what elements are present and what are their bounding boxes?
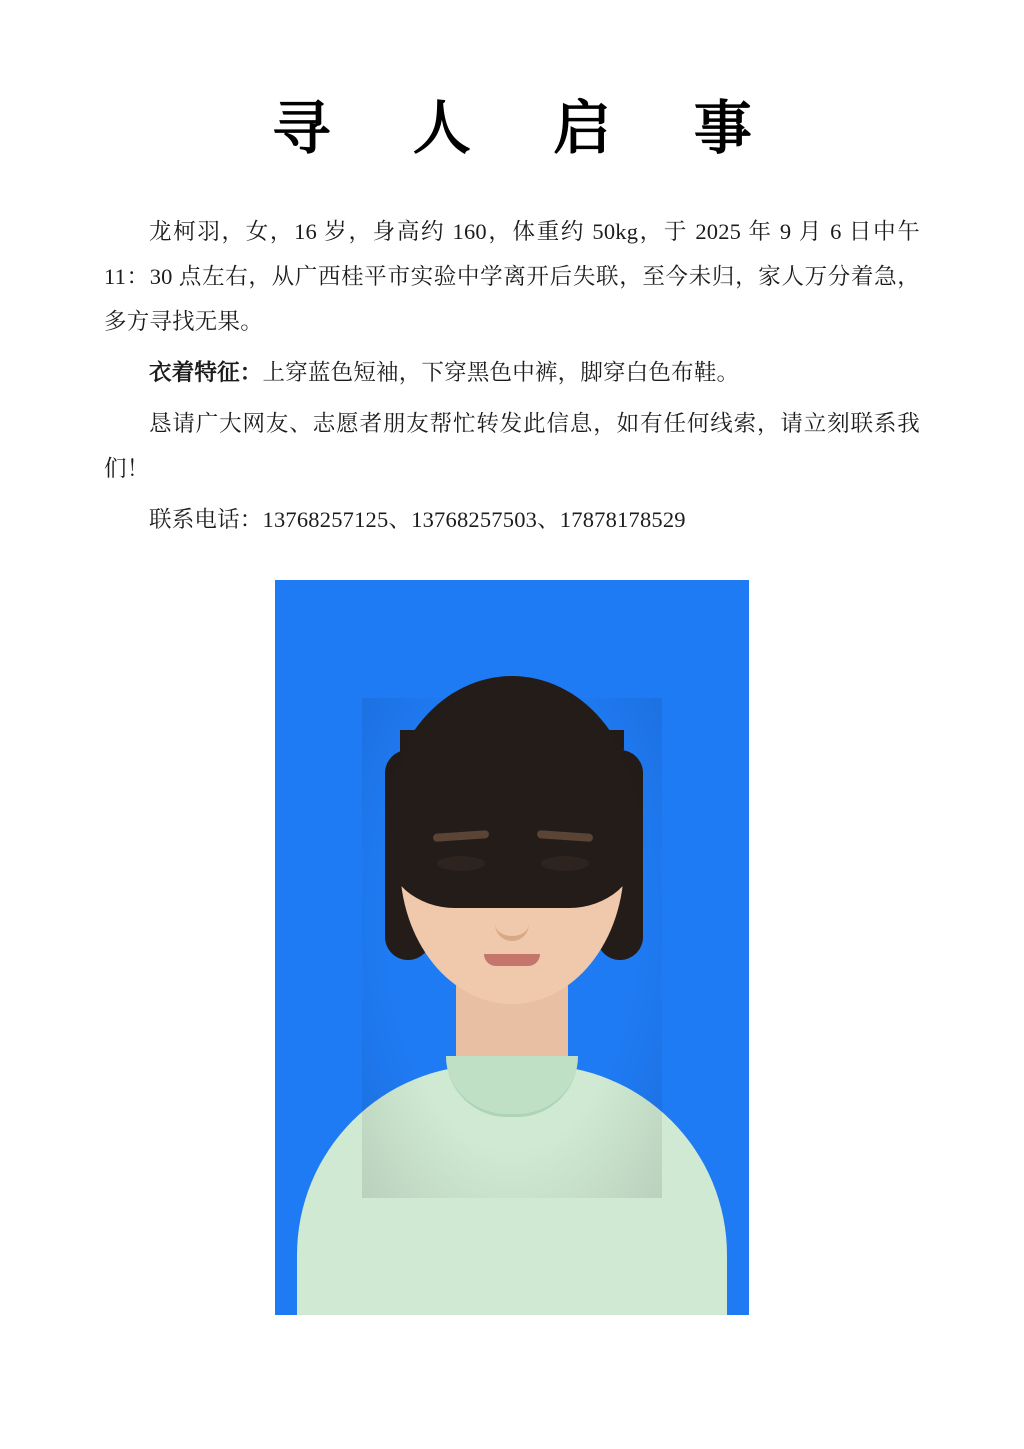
paragraph-description: 龙柯羽，女，16 岁，身高约 160，体重约 50kg，于 2025 年 9 月 6 日中午 11：30 点左右，从广西桂平市实验中学离开后失联，至今未归，家人万分着急，多方寻找无果。 xyxy=(104,218,920,334)
clothing-text: 上穿蓝色短袖，下穿黑色中裤，脚穿白色布鞋。 xyxy=(262,359,740,385)
photo-container xyxy=(104,580,920,1315)
poster-body xyxy=(104,209,920,542)
photo-mouth xyxy=(484,954,540,966)
clothing-label: 衣着特征： xyxy=(149,359,263,385)
photo-nose xyxy=(495,900,529,941)
paragraph-contact-phones: 联系电话：13768257125、13768257503、17878178529 xyxy=(149,506,686,532)
photo-eye-right xyxy=(541,856,589,871)
page-title: 寻 人 启 事 xyxy=(272,96,786,161)
missing-person-photo xyxy=(275,580,749,1315)
paragraph-clothing xyxy=(104,350,920,395)
photo-eye-left xyxy=(437,856,485,871)
paragraph-appeal: 恳请广大网友、志愿者朋友帮忙转发此信息，如有任何线索，请立刻联系我们！ xyxy=(104,410,920,481)
